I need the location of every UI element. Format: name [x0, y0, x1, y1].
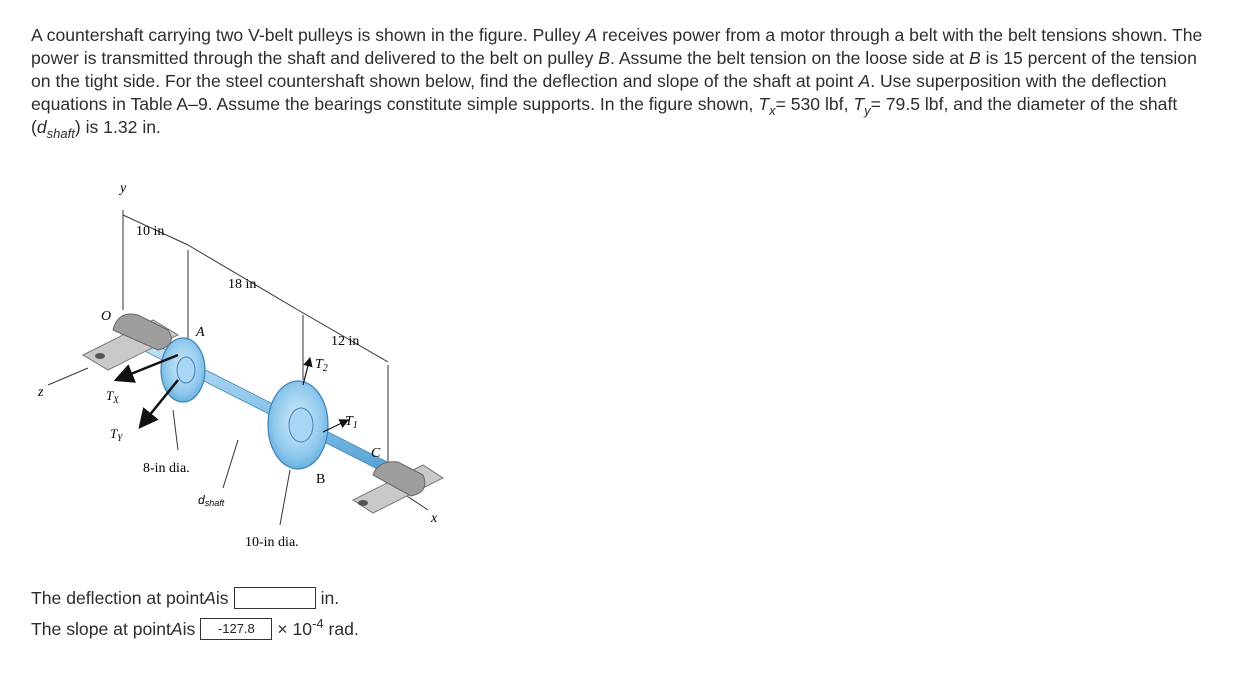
t2-arrow: [303, 358, 310, 385]
tx-label: $T_X$: [106, 388, 119, 405]
pulley-b-hub: [289, 408, 313, 442]
countershaft-diagram: [28, 170, 458, 560]
deflection-input[interactable]: [234, 587, 316, 609]
dim-10-label: 10 in: [136, 224, 165, 239]
z-axis-label: z: [38, 385, 44, 400]
problem-statement: A countershaft carrying two V-belt pulleys is shown in the figure. Pulley A receives power from a motor through a belt with the belt tensions shown. The power is transmitted through the shaft and delivered to the belt on pulley B. Assume the belt tension on the loose side at B is 15 percent of the tension on the tight side. For the steel countershaft shown below, find the deflection and slope of the shaft at point A. Use superposition with the deflection equations in Table A–9. Assume the bearings constitute simple supports. In the figure shown, $T_x= 530$ lbf, $T_y= 79.5$ lbf, and the diameter of the shaft $(d_{shaft})$ is 1.32 in.: [31, 25, 1203, 141]
dshaft-variable: d: [36, 117, 47, 137]
slope-answer-row: The slope at point A is -127.8 × $10^{-4}$ rad.: [31, 615, 359, 639]
y-axis-label: y: [120, 181, 127, 196]
dim-18-label: 18 in: [228, 277, 257, 292]
t2-label: $T_2$: [315, 357, 328, 374]
slope-input[interactable]: -127.8: [200, 618, 272, 640]
deflection-answer-row: The deflection at point A is in.: [31, 587, 340, 608]
deflection-unit: in.: [320, 587, 340, 608]
left-bearing-bolt: [95, 353, 105, 359]
point-b-label: B: [316, 472, 326, 487]
countershaft-figure: [28, 170, 458, 560]
t1-label: $T_1$: [345, 414, 358, 431]
dia-8-label: 8-in dia.: [143, 461, 190, 476]
right-bearing-bolt: [358, 500, 368, 506]
z-axis-line: [48, 368, 88, 385]
slope-multiplier: × $10^{-4}$: [277, 615, 324, 639]
tx-variable: T: [758, 94, 770, 114]
origin-label: O: [101, 309, 112, 324]
dshaft-label: dshaft: [198, 493, 225, 508]
ty-arrow: [140, 380, 178, 427]
point-c-label: C: [371, 446, 381, 461]
slope-unit: rad.: [328, 618, 359, 639]
ty-variable: T: [853, 94, 865, 114]
pulley-a-hub: [177, 357, 195, 383]
dia-10-label: 10-in dia.: [245, 535, 299, 550]
dim-12-label: 12 in: [331, 334, 360, 349]
dia-10-leader: [280, 470, 290, 525]
x-axis-label: x: [431, 511, 438, 526]
dia-8-leader: [173, 410, 178, 450]
dshaft-leader: [223, 440, 238, 488]
point-a-label: A: [196, 325, 205, 340]
ty-label: $T_Y$: [110, 426, 123, 443]
